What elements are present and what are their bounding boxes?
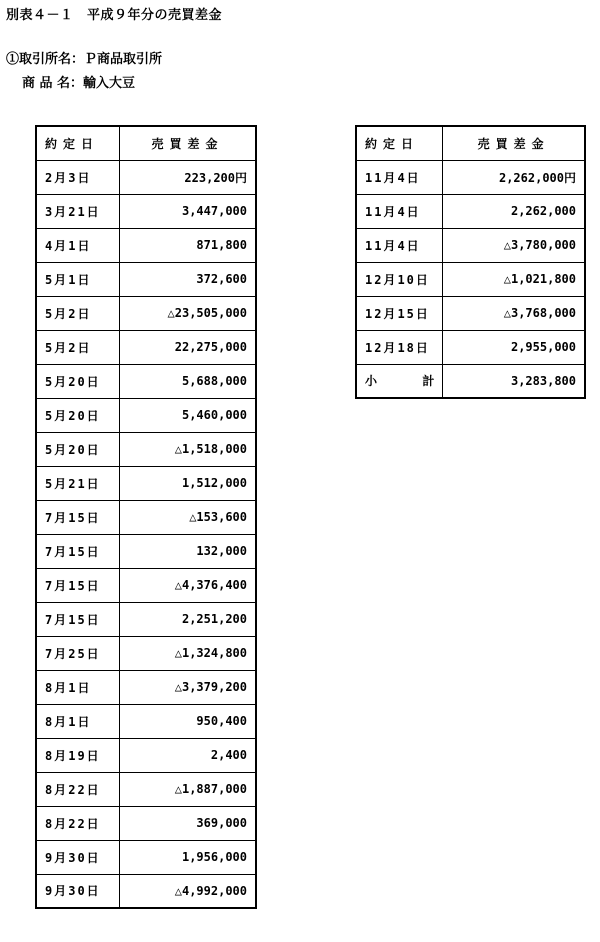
- trade-date: 7月25日: [36, 636, 120, 670]
- trade-table-right: [355, 125, 586, 399]
- trade-date: 8月19日: [36, 738, 120, 772]
- trade-date: 5月2日: [36, 296, 120, 330]
- table-row: [36, 670, 256, 704]
- trade-date: 7月15日: [36, 500, 120, 534]
- header-date: 約定日: [36, 126, 120, 160]
- trade-amount: 871,800: [120, 228, 256, 262]
- trade-amount: △1,021,800: [443, 262, 585, 296]
- table-row: [36, 330, 256, 364]
- trade-amount: 2,400: [120, 738, 256, 772]
- trade-date: 5月20日: [36, 364, 120, 398]
- trade-amount: △3,780,000: [443, 228, 585, 262]
- trade-date: 3月21日: [36, 194, 120, 228]
- trade-amount: 5,460,000: [120, 398, 256, 432]
- trade-amount: △1,887,000: [120, 772, 256, 806]
- trade-date: 5月1日: [36, 262, 120, 296]
- trade-amount: 950,400: [120, 704, 256, 738]
- trade-amount: 2,262,000: [443, 194, 585, 228]
- table-header-row: [356, 126, 585, 160]
- table-row: [36, 840, 256, 874]
- trade-date: 4月1日: [36, 228, 120, 262]
- table-row: [356, 262, 585, 296]
- exchange-name: ①取引所名：Ｐ商品取引所: [6, 52, 163, 67]
- trade-date: 8月22日: [36, 772, 120, 806]
- trade-amount: 22,275,000: [120, 330, 256, 364]
- table-row: [36, 534, 256, 568]
- trade-table-left: [35, 125, 257, 909]
- table-row: [36, 160, 256, 194]
- trade-date: 8月1日: [36, 670, 120, 704]
- table-row: [36, 874, 256, 908]
- table-row: [36, 296, 256, 330]
- trade-date: 8月22日: [36, 806, 120, 840]
- subtotal-amount: 3,283,800: [443, 364, 585, 398]
- trade-amount: △4,376,400: [120, 568, 256, 602]
- table-row: [36, 602, 256, 636]
- page-title: 別表４－１ 平成９年分の売買差金: [6, 8, 223, 23]
- table-row: [356, 330, 585, 364]
- table-row: [356, 160, 585, 194]
- table-row: [356, 228, 585, 262]
- table-row: [36, 704, 256, 738]
- trade-amount: △23,505,000: [120, 296, 256, 330]
- trade-amount: 369,000: [120, 806, 256, 840]
- trade-amount: 132,000: [120, 534, 256, 568]
- table-header-row: [36, 126, 256, 160]
- trade-date: 11月4日: [356, 228, 443, 262]
- trade-amount: 223,200円: [120, 160, 256, 194]
- trade-date: 7月15日: [36, 568, 120, 602]
- trade-amount: 1,512,000: [120, 466, 256, 500]
- trade-date: 12月18日: [356, 330, 443, 364]
- product-name: 商 品 名：輸入大豆: [22, 76, 136, 91]
- table-row: [36, 636, 256, 670]
- header-date: 約定日: [356, 126, 443, 160]
- table-row: [36, 500, 256, 534]
- trade-date: 5月2日: [36, 330, 120, 364]
- trade-date: 12月15日: [356, 296, 443, 330]
- table-row: [36, 398, 256, 432]
- trade-date: 12月10日: [356, 262, 443, 296]
- trade-date: 11月4日: [356, 194, 443, 228]
- trade-date: 5月20日: [36, 398, 120, 432]
- trade-date: 9月30日: [36, 874, 120, 908]
- trade-date: 8月1日: [36, 704, 120, 738]
- trade-amount: 2,262,000円: [443, 160, 585, 194]
- trade-date: 7月15日: [36, 602, 120, 636]
- table-row: [36, 466, 256, 500]
- trade-date: 7月15日: [36, 534, 120, 568]
- subtotal-label: 小計: [356, 364, 443, 398]
- trade-amount: 1,956,000: [120, 840, 256, 874]
- trade-amount: 3,447,000: [120, 194, 256, 228]
- trade-amount: △3,379,200: [120, 670, 256, 704]
- trade-date: 5月20日: [36, 432, 120, 466]
- trade-date: 5月21日: [36, 466, 120, 500]
- trade-amount: △3,768,000: [443, 296, 585, 330]
- trade-amount: 2,955,000: [443, 330, 585, 364]
- header-amount: 売買差金: [443, 126, 585, 160]
- table-row: [36, 738, 256, 772]
- table-row: [36, 568, 256, 602]
- table-row: [36, 806, 256, 840]
- table-row: [36, 262, 256, 296]
- trade-amount: △4,992,000: [120, 874, 256, 908]
- trade-date: 9月30日: [36, 840, 120, 874]
- trade-amount: 5,688,000: [120, 364, 256, 398]
- table-row: [36, 772, 256, 806]
- trade-amount: △1,518,000: [120, 432, 256, 466]
- table-row: [36, 228, 256, 262]
- trade-amount: △153,600: [120, 500, 256, 534]
- table-row: [36, 194, 256, 228]
- table-row: [36, 364, 256, 398]
- trade-date: 11月4日: [356, 160, 443, 194]
- table-row: [356, 296, 585, 330]
- trade-amount: 372,600: [120, 262, 256, 296]
- subtotal-row: [356, 364, 585, 398]
- trade-amount: △1,324,800: [120, 636, 256, 670]
- trade-amount: 2,251,200: [120, 602, 256, 636]
- header-amount: 売買差金: [120, 126, 256, 160]
- trade-date: 2月3日: [36, 160, 120, 194]
- table-row: [356, 194, 585, 228]
- table-row: [36, 432, 256, 466]
